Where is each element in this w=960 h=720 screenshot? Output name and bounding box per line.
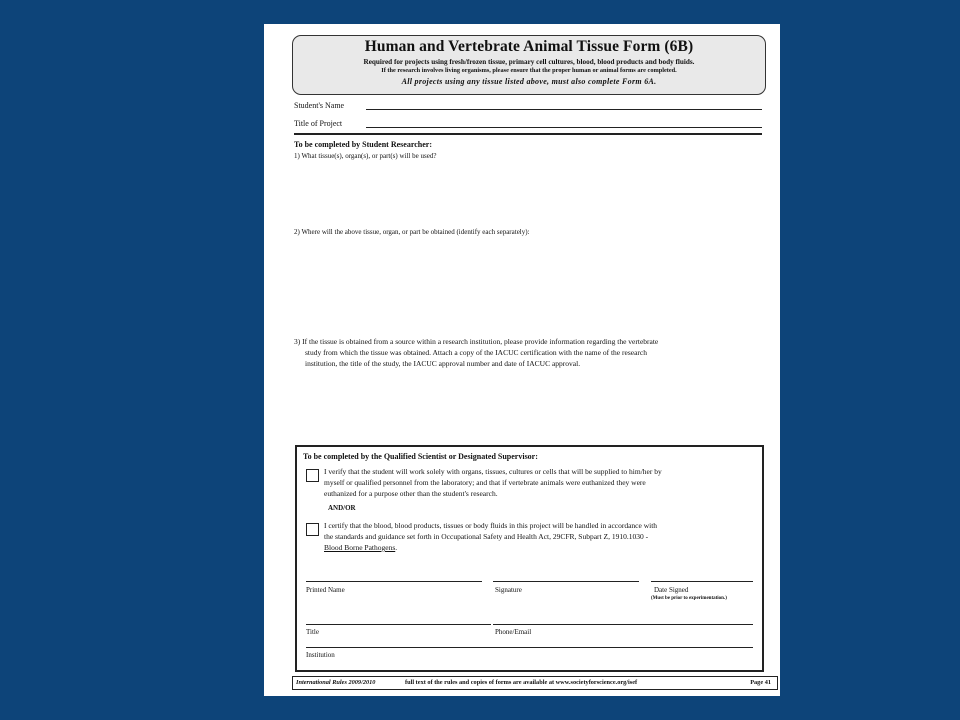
certify-line-3-period: . <box>395 543 398 552</box>
form-header <box>292 35 766 95</box>
footer-text: full text of the rules and copies of forms are available at www.societyforscience.org/isef <box>405 679 638 686</box>
and-or-label: AND/OR <box>328 504 356 512</box>
blood-borne-pathogens-link: Blood Borne Pathogens <box>324 543 396 552</box>
date-signed-label: Date Signed <box>654 586 689 594</box>
signature-label: Signature <box>495 586 522 594</box>
title-field[interactable] <box>306 624 491 625</box>
printed-name-label: Printed Name <box>306 586 345 594</box>
footer-rules: International Rules 2009/2010 <box>296 679 376 686</box>
form-title: Human and Vertebrate Animal Tissue Form (6B) <box>364 38 694 55</box>
form-subtitle: Required for projects using fresh/frozen tissue, primary cell cultures, blood, blood products and body fluids. <box>363 58 695 66</box>
verify-line-3: euthanized for a purpose other than the student's research. <box>324 489 498 498</box>
date-signed-note: (Must be prior to experimentation.) <box>651 596 727 601</box>
certify-checkbox[interactable] <box>306 523 319 536</box>
question-1: 1) What tissue(s), organ(s), or part(s) will be used? <box>294 152 437 160</box>
project-title-label: Title of Project <box>294 119 343 128</box>
question-3-line-3: institution, the title of the study, the IACUC approval number and date of IACUC approval. <box>305 359 581 368</box>
student-section-heading: To be completed by Student Researcher: <box>294 140 432 149</box>
supervisor-section-heading: To be completed by the Qualified Scientist or Designated Supervisor: <box>303 452 538 461</box>
supervisor-section <box>295 445 764 672</box>
phone-email-label: Phone/Email <box>495 628 532 636</box>
form-page <box>264 24 780 696</box>
certify-line-2: the standards and guidance set forth in Occupational Safety and Health Act, 29CFR, Subpart Z, 1910.1030 - <box>324 532 649 541</box>
question-3-line-2: study from which the tissue was obtained. Attach a copy of the IACUC certification with the name of the research <box>305 348 647 357</box>
certify-line-3 <box>324 542 657 553</box>
institution-field[interactable] <box>306 647 753 648</box>
footer-page-number: Page 41 <box>750 679 771 686</box>
certify-line-1: I certify that the blood, blood products, tissues or body fluids in this project will be handled in accordance with <box>324 521 658 530</box>
signature-field[interactable] <box>493 581 639 582</box>
project-title-field[interactable] <box>366 127 762 128</box>
page-footer <box>292 676 778 690</box>
printed-name-field[interactable] <box>306 581 482 582</box>
student-name-label: Student's Name <box>294 101 345 110</box>
student-name-field[interactable] <box>366 109 762 110</box>
date-signed-field[interactable] <box>651 581 753 582</box>
form-all-projects-note: All projects using any tissue listed above, must also complete Form 6A. <box>401 77 657 86</box>
verify-line-2: myself or qualified personnel from the laboratory; and that if vertebrate animals were euthanized they were <box>324 478 646 487</box>
question-2: 2) Where will the above tissue, organ, or part be obtained (identify each separately): <box>294 228 530 236</box>
verify-checkbox[interactable] <box>306 469 319 482</box>
verify-line-1: I verify that the student will work solely with organs, tissues, cultures or cells that will be supplied to him/her by <box>324 467 662 476</box>
institution-label: Institution <box>306 651 335 659</box>
phone-email-field[interactable] <box>493 624 753 625</box>
question-3-line-1: 3) If the tissue is obtained from a source within a research institution, please provide information regarding the vertebrate <box>294 337 659 346</box>
certify-statement <box>324 520 657 553</box>
question-3 <box>294 336 658 369</box>
verify-statement <box>324 466 662 499</box>
form-note: If the research involves living organisms, please ensure that the proper human or animal forms are completed. <box>381 67 677 74</box>
section-divider <box>294 133 762 135</box>
title-label: Title <box>306 628 319 636</box>
